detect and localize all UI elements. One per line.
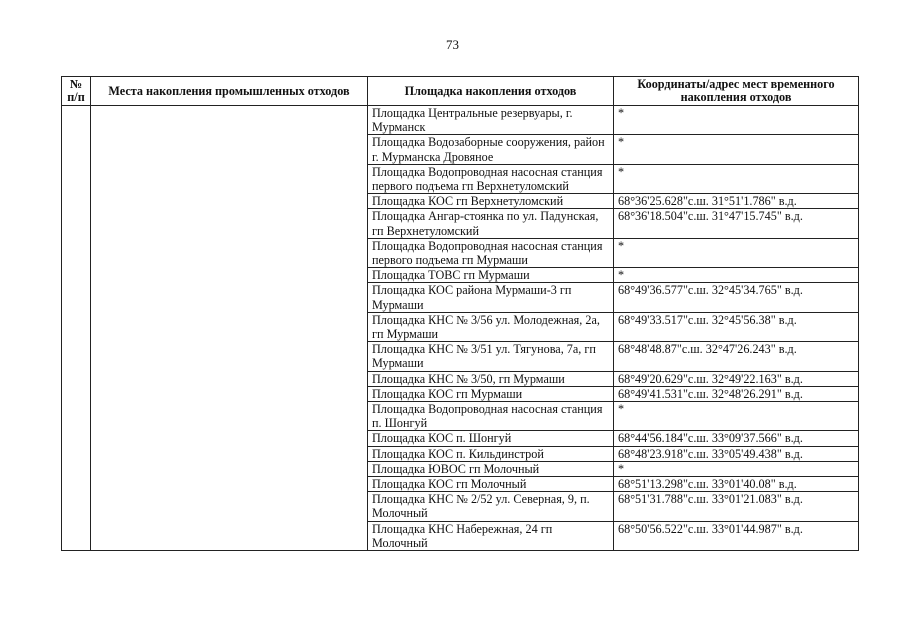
table-row	[62, 106, 859, 135]
num-cell	[62, 106, 91, 551]
coords-cell: *	[614, 461, 859, 476]
places-cell	[91, 106, 368, 551]
site-cell: Площадка Ангар-стоянка по ул. Падунская, гп Верхнетуломский	[368, 209, 614, 238]
site-cell: Площадка КНС № 3/50, гп Мурмаши	[368, 371, 614, 386]
coords-cell: *	[614, 238, 859, 267]
coords-cell: 68°49'41.531"с.ш. 32°48'26.291" в.д.	[614, 386, 859, 401]
site-cell: Площадка КОС гп Верхнетуломский	[368, 194, 614, 209]
site-cell: Площадка КОС п. Кильдинстрой	[368, 446, 614, 461]
header-places: Места накопления промышленных отходов	[91, 77, 368, 106]
coords-cell: 68°44'56.184"с.ш. 33°09'37.566" в.д.	[614, 431, 859, 446]
site-cell: Площадка Водопроводная насосная станция п. Шонгуй	[368, 402, 614, 431]
site-cell: Площадка КНС Набережная, 24 гп Молочный	[368, 521, 614, 550]
coords-cell: 68°51'31.788"с.ш. 33°01'21.083" в.д.	[614, 492, 859, 521]
header-site: Площадка накопления отходов	[368, 77, 614, 106]
page-number: 73	[446, 37, 459, 52]
site-cell: Площадка ЮВОС гп Молочный	[368, 461, 614, 476]
site-cell: Площадка КОС гп Молочный	[368, 477, 614, 492]
coords-cell: 68°49'36.577"с.ш. 32°45'34.765" в.д.	[614, 283, 859, 312]
site-cell: Площадка Водопроводная насосная станция первого подъема гп Верхнетуломский	[368, 164, 614, 193]
waste-sites-table	[61, 76, 859, 551]
coords-cell: 68°48'23.918"с.ш. 33°05'49.438" в.д.	[614, 446, 859, 461]
header-num: № п/п	[62, 77, 91, 106]
site-cell: Площадка КОС гп Мурмаши	[368, 386, 614, 401]
coords-cell: 68°36'25.628"с.ш. 31°51'1.786" в.д.	[614, 194, 859, 209]
table-body	[62, 106, 859, 551]
coords-cell: 68°48'48.87"с.ш. 32°47'26.243" в.д.	[614, 342, 859, 371]
coords-cell: *	[614, 268, 859, 283]
coords-cell: *	[614, 402, 859, 431]
site-cell: Площадка КОС района Мурмаши-3 гп Мурмаши	[368, 283, 614, 312]
site-cell: Площадка КНС № 3/56 ул. Молодежная, 2а, гп Мурмаши	[368, 312, 614, 341]
coords-cell: *	[614, 106, 859, 135]
header-coords: Координаты/адрес мест временного накопления отходов	[614, 77, 859, 106]
coords-cell: 68°51'13.298"с.ш. 33°01'40.08" в.д.	[614, 477, 859, 492]
coords-cell: 68°36'18.504"с.ш. 31°47'15.745" в.д.	[614, 209, 859, 238]
site-cell: Площадка Водозаборные сооружения, район г. Мурманска Дровяное	[368, 135, 614, 164]
site-cell: Площадка ТОВС гп Мурмаши	[368, 268, 614, 283]
site-cell: Площадка КНС № 2/52 ул. Северная, 9, п. Молочный	[368, 492, 614, 521]
table-header-row	[62, 77, 859, 106]
site-cell: Площадка Водопроводная насосная станция первого подъема гп Мурмаши	[368, 238, 614, 267]
coords-cell: *	[614, 164, 859, 193]
site-cell: Площадка Центральные резервуары, г. Мурманск	[368, 106, 614, 135]
site-cell: Площадка КНС № 3/51 ул. Тягунова, 7а, гп Мурмаши	[368, 342, 614, 371]
coords-cell: 68°49'20.629"с.ш. 32°49'22.163" в.д.	[614, 371, 859, 386]
site-cell: Площадка КОС п. Шонгуй	[368, 431, 614, 446]
coords-cell: *	[614, 135, 859, 164]
coords-cell: 68°49'33.517"с.ш. 32°45'56.38" в.д.	[614, 312, 859, 341]
coords-cell: 68°50'56.522"с.ш. 33°01'44.987" в.д.	[614, 521, 859, 550]
